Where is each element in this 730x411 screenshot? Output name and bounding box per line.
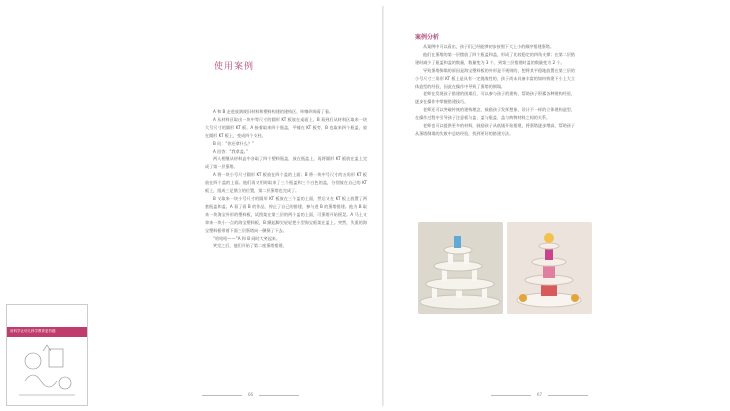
paragraph: A 将一块小号尺寸圆形 KT 板放在四个盖的上面；B 将一块中号尺寸的五角形 KT 板放在四个盖的上面。他们再又用时取来了三个瓶盖和三个白色的盖，分别放在自己的 KT 板上，组成三足鼎立的位置，第二层蛋塔也完成了。 — [205, 172, 367, 194]
paragraph: 他们在蛋塔的第一层摆放了四个瓶盖和盖，形成了比较稳定的四角支撑；在第二层搭建时减少了瓶盖和盖的数量，数量变为 3 个，到第三层搭建时盖的数量变为 2 个。 — [415, 51, 575, 65]
page-number-right — [485, 392, 594, 397]
book-spine — [382, 6, 384, 406]
page-number: 67 — [537, 392, 543, 397]
paragraph: 笑完之后，他们开始了第二座蛋塔搭建。 — [213, 243, 287, 249]
chapter-title: 使用案例 — [214, 62, 255, 72]
cover-illustration — [13, 341, 81, 401]
paragraph: “哈哈哈——”A 和 B 同时大笑起来。 — [213, 235, 280, 241]
paragraph: A 和 B 走进放满废旧材料和塑料构建的建构区，咔嚓四周看了看。 — [213, 109, 334, 114]
paragraph: B 问：“你还拿什么？” — [213, 140, 255, 146]
section-heading: 案例分析 — [415, 34, 440, 41]
paragraph: 两人相继从材料盒中各取了四个塑料瓶盖，放在瓶盖上，再将圆形 KT 板放在盖上完成了第一层蛋塔。 — [205, 156, 367, 170]
paragraph: B 又取来一块小号尺寸的圆形 KT 板放在三个盖的上面，然后又在 KT 板上放置了两套瓶盖和盖。A 看了看 B 的作品，停止了自己的搭建，参与进 B 的蛋塔搭建。他为 B 取来一块海宝外形的塑料板，试图架在第三层的两个盖的上面，可蛋塔开始摇晃。A 马上又拿来一块小一点的海宝塑料板，B 蹑起脚尖轻轻把小型海宝板架在盖上。突然，失重的海宝塑料板带着下面三层蛋塔向一侧倒了下去。 — [205, 195, 367, 233]
book-cover-thumbnail — [6, 304, 88, 406]
page-number-left — [196, 392, 305, 397]
cover-title: 用科学让幼儿科学教育更有趣 — [10, 329, 56, 333]
paragraph: 从案例中可以看出，孩子们已经能够初步按照下大上小的顺序搭建蛋塔。 — [423, 44, 554, 49]
paragraph: A 从材料区取出一块中等尺寸的圆形 KT 板放在桌面上，B 看到后从材料区取来一块大号尺寸的圆形 KT 板。A 接着取来四个瓶盖，平铺在 KT 板旁，B 也取来四个瓶盖，放在圆形 KT 板上，变成四个支柱。 — [205, 116, 367, 138]
paragraph: 老师还可以突破传统的建构理念，鼓励孩子发挥想象，设计不一样的立体建构造型，在操作过程中引导孩子注意板与盖、盖与瓶盖、盖与购物材料之间的关系。 — [415, 107, 575, 121]
paragraph: 老师也可以提供更多的材料，鼓励孩子从低矮开始搭建，将蛋塔逐步增高，帮助孩子从蛋塔倒塌的失败中总结经验，找到更好的搭建方法。 — [415, 123, 575, 136]
paragraph: 老师在发现孩子搭建的困难后，可以参与孩子的建构，帮助孩子积累各种建构经验，逐步在操作中掌握搭建技巧。 — [415, 91, 575, 105]
left-body-text — [205, 108, 367, 250]
paragraph: 导致蛋塔倒塌的原因是海宝塑料板的外形是不规则的，想将其平稳地放置在第三层的小号尺寸三角形 KT 板上是具有一定挑战性的，孩子尚未具备丰富的如何构建下小上大立体造型的经验，因此在操作中导致了蛋塔的倒塌。 — [415, 67, 575, 89]
right-body-text — [415, 43, 575, 138]
page-number: 66 — [248, 392, 254, 397]
paragraph: A 回答：“我拿盖。” — [213, 148, 248, 154]
tower-photo-1 — [418, 222, 503, 314]
tower-photo-2 — [507, 222, 592, 314]
